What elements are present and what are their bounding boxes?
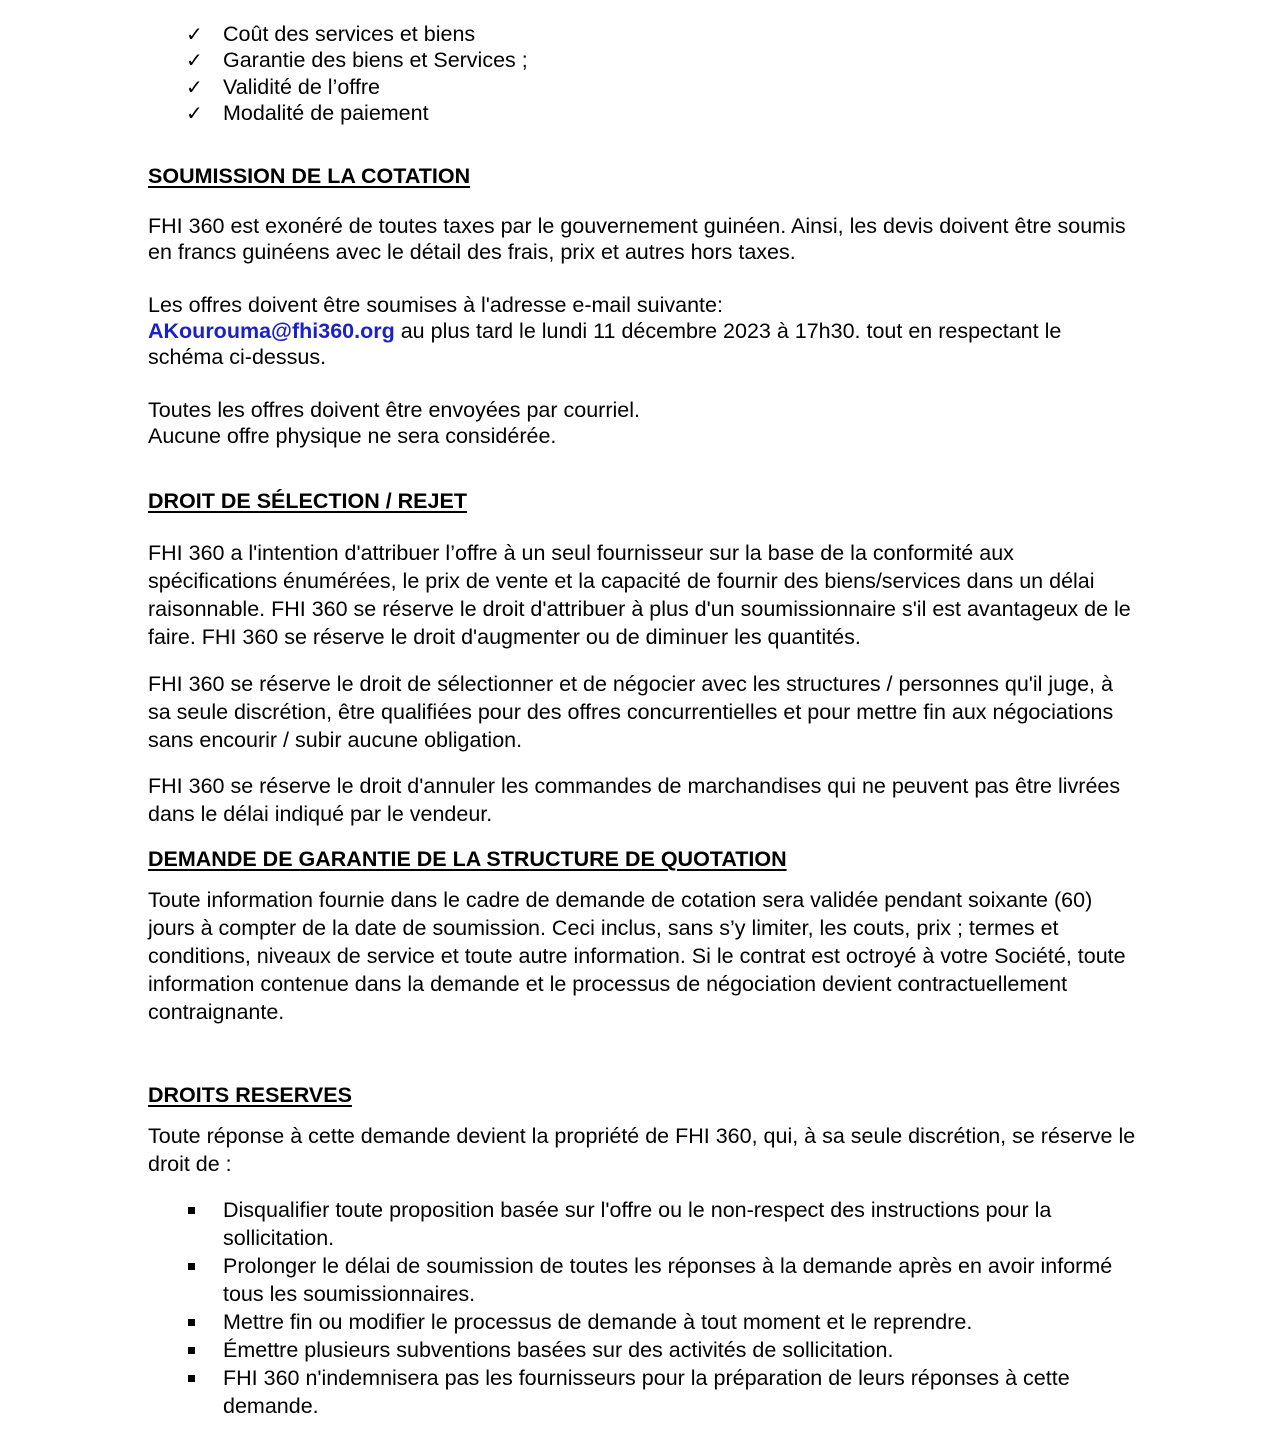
submission-email-paragraph — [148, 292, 1138, 370]
list-item-text: Mettre fin ou modifier le processus de demande à tout moment et le reprendre. — [223, 1310, 973, 1334]
rights-heading: DROITS RESERVES — [148, 1083, 352, 1107]
checkmark-icon: ✓ — [186, 75, 203, 99]
criteria-checklist — [148, 20, 1138, 125]
bullet-square-icon — [188, 1319, 195, 1326]
checkmark-icon: ✓ — [186, 22, 203, 46]
submission-tax-paragraph: FHI 360 est exonéré de toutes taxes par le gouvernement guinéen. Ainsi, les devis doivent être soumis en francs guinéens avec le détail des frais, prix et autres hors taxes. — [148, 214, 1126, 264]
bullet-square-icon — [188, 1207, 195, 1214]
checkmark-icon: ✓ — [186, 101, 203, 125]
submission-email-intro: Les offres doivent être soumises à l'adresse e-mail suivante: — [148, 293, 723, 317]
list-item — [148, 46, 1138, 73]
submission-delivery-paragraph — [148, 397, 1138, 449]
guarantee-heading: DEMANDE DE GARANTIE DE LA STRUCTURE DE QUOTATION — [148, 847, 787, 871]
list-item-text: Disqualifier toute proposition basée sur l'offre ou le non-respect des instructions pour la sollicitation. — [223, 1198, 1052, 1250]
list-item-text: Émettre plusieurs subventions basées sur des activités de sollicitation. — [223, 1338, 894, 1362]
list-item — [148, 1196, 1138, 1252]
list-item-text: Modalité de paiement — [223, 101, 429, 125]
submission-no-physical-text: Aucune offre physique ne sera considérée. — [148, 424, 557, 448]
rights-intro-paragraph: Toute réponse à cette demande devient la propriété de FHI 360, qui, à sa seule discrétion, se réserve le droit de : — [148, 1124, 1136, 1176]
list-item — [148, 73, 1138, 99]
contact-email-link[interactable]: AKourouma@fhi360.org — [148, 319, 395, 343]
guarantee-paragraph: Toute information fournie dans le cadre de demande de cotation sera validée pendant soixante (60) jours à compter de la date de soumission. Ceci inclus, sans s’y limiter, les couts, prix ; termes et conditions, niveaux de service et toute autre information. Si le contrat est octroyé à votre Société, toute information contenue dans la demande et le processus de négociation devient contractuellement contraignante. — [148, 888, 1126, 1024]
list-item — [148, 1252, 1138, 1308]
bullet-square-icon — [188, 1263, 195, 1270]
selection-paragraph-2: FHI 360 se réserve le droit de sélectionner et de négocier avec les structures / personnes qu'il juge, à sa seule discrétion, être qualifiées pour des offres concurrentielles et pour mettre fin aux négociations sans encourir / subir aucune obligation. — [148, 672, 1114, 752]
list-item-text: Validité de l’offre — [223, 75, 380, 99]
list-item — [148, 99, 1138, 125]
bullet-square-icon — [188, 1347, 195, 1354]
submission-heading: SOUMISSION DE LA COTATION — [148, 164, 471, 188]
submission-email-only-text: Toutes les offres doivent être envoyées par courriel. — [148, 398, 640, 422]
bullet-square-icon — [188, 1375, 195, 1382]
list-item — [148, 20, 1138, 46]
selection-heading: DROIT DE SÉLECTION / REJET — [148, 489, 467, 513]
list-item-text: Prolonger le délai de soumission de toutes les réponses à la demande après en avoir informé tous les soumissionnaires. — [223, 1254, 1113, 1306]
list-item-text: Garantie des biens et Services ; — [223, 48, 528, 72]
list-item-text: Coût des services et biens — [223, 22, 476, 46]
rights-list — [148, 1196, 1138, 1420]
list-item — [148, 1364, 1138, 1420]
selection-paragraph-1: FHI 360 a l'intention d'attribuer l’offre à un seul fournisseur sur la base de la conformité aux spécifications énumérées, le prix de vente et la capacité de fournir des biens/services dans un délai raisonnable. FHI 360 se réserve le droit d'attribuer à plus d'un soumissionnaire s'il est avantageux de le faire. FHI 360 se réserve le droit d'augmenter ou de diminuer les quantités. — [148, 541, 1131, 649]
selection-paragraph-3: FHI 360 se réserve le droit d'annuler les commandes de marchandises qui ne peuvent pas être livrées dans le délai indiqué par le vendeur. — [148, 774, 1121, 826]
list-item — [148, 1336, 1138, 1364]
submission-deadline-text: au plus tard le lundi 11 décembre 2023 à 17h30. tout en respectant le schéma ci-dessus. — [148, 319, 1062, 369]
list-item — [148, 1308, 1138, 1336]
list-item-text: FHI 360 n'indemnisera pas les fournisseurs pour la préparation de leurs réponses à cette demande. — [223, 1366, 1070, 1418]
checkmark-icon: ✓ — [186, 48, 203, 72]
